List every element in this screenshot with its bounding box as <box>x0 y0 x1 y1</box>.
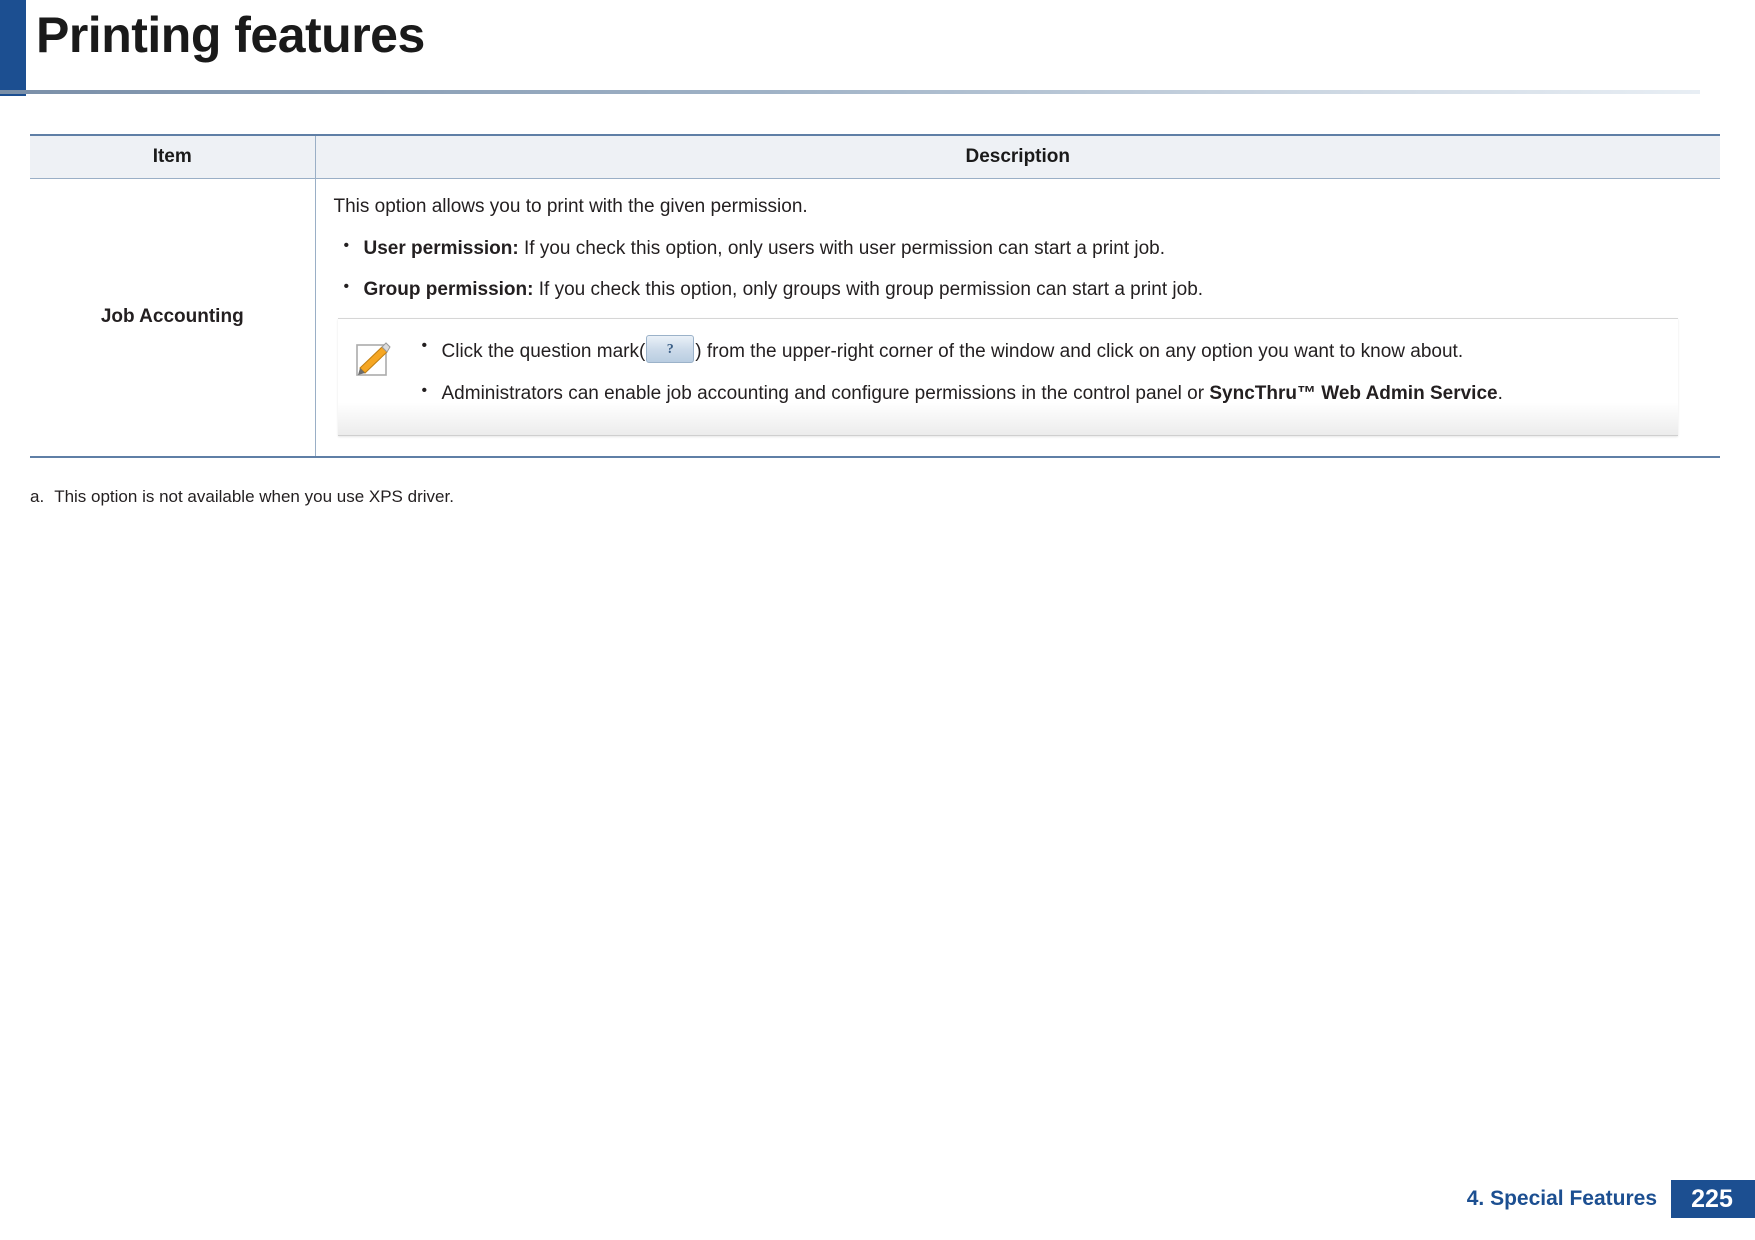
table-row <box>30 179 1720 457</box>
table-header-row <box>30 135 1720 179</box>
footer-page-number: 225 <box>1671 1180 1755 1218</box>
note-text-bold-syncthru: SyncThru™ Web Admin Service <box>1209 383 1498 405</box>
question-mark-icon <box>646 335 694 363</box>
header-accent-bar <box>0 0 26 96</box>
note-text-pre-1: Click the question mark( <box>441 340 646 362</box>
list-item <box>334 276 1703 304</box>
footer-section-label: 4. Special Features <box>1466 1187 1657 1210</box>
footnote-text: This option is not available when you use XPS driver. <box>54 487 454 506</box>
note-text-post-1: ) from the upper-right corner of the window and click on any option you want to know about. <box>695 340 1464 362</box>
question-mark-glyph: ? <box>666 341 674 357</box>
page-header <box>0 0 1755 96</box>
bullet-label-group-permission: Group permission: <box>363 279 534 301</box>
cell-description <box>315 179 1720 457</box>
footnote-marker: a. <box>30 487 45 506</box>
note-list <box>414 335 1666 409</box>
bullet-text-group-permission: If you check this option, only groups with group permission can start a print job. <box>533 279 1204 301</box>
page-footer <box>1467 1180 1755 1218</box>
note-text-pre-2: Administrators can enable job accounting and configure permissions in the control panel or <box>441 383 1210 405</box>
list-item <box>334 235 1703 263</box>
footnote <box>30 487 454 507</box>
printing-features-table <box>30 134 1720 458</box>
main-content <box>30 134 1720 458</box>
description-lead-text: This option allows you to print with the given permission. <box>333 196 808 217</box>
note-pencil-icon <box>356 341 394 377</box>
bullet-text-user-permission: If you check this option, only users with user permission can start a print job. <box>518 237 1166 259</box>
note-text-post-2: . <box>1497 383 1503 405</box>
cell-item-job-accounting: Job Accounting <box>30 179 315 457</box>
header-divider-rule <box>0 90 1700 94</box>
list-item <box>414 380 1666 409</box>
page-title: Printing features <box>36 7 425 63</box>
column-header-item: Item <box>30 135 315 179</box>
list-item <box>414 335 1666 367</box>
note-callout-box <box>338 318 1678 436</box>
permission-bullet-list <box>334 235 1703 304</box>
column-header-description: Description <box>315 135 1720 179</box>
bullet-label-user-permission: User permission: <box>363 237 519 259</box>
